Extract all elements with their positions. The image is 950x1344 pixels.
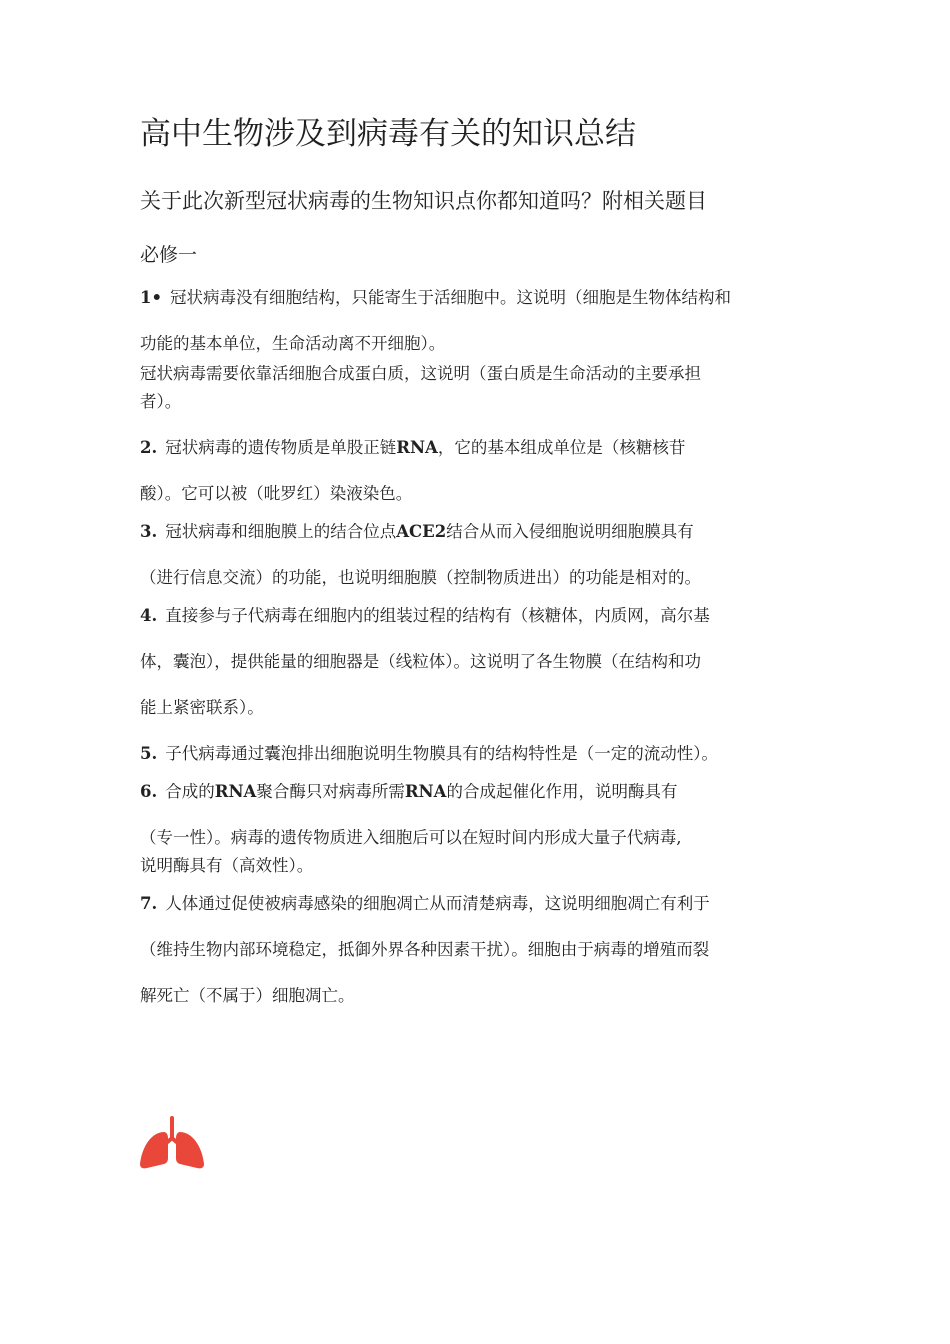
item-text: 冠状病毒和细胞膜上的结合位点 [165,522,397,541]
list-item-2 [140,436,820,506]
section-heading: 必修一 [140,244,198,266]
item-7-line-1 [140,892,820,916]
item-number: 5. [140,744,158,763]
item-2-line-2: 酸）。它可以被（吡罗红）染液染色。 [140,484,413,503]
item-text: ，它的基本组成单位是（核糖核苷 [437,438,686,457]
list-item-4 [140,604,820,720]
item-text: 直接参与子代病毒在细胞内的组装过程的结构有（核糖体，内质网，高尔基 [165,606,710,625]
item-3-line-2: （进行信息交流）的功能，也说明细胞膜（控制物质进出）的功能是相对的。 [140,568,701,587]
item-text: 的合成起催化作用，说明酶具有 [446,782,678,801]
item-6-line-2: （专一性）。病毒的遗传物质进入细胞后可以在短时间内形成大量子代病毒, [140,828,682,847]
page-subtitle: 关于此次新型冠状病毒的生物知识点你都知道吗？附相关题目 [140,189,707,213]
item-4-line-2: 体，囊泡），提供能量的细胞器是（线粒体）。这说明了各生物膜（在结构和功 [140,652,701,671]
list-item-7 [140,892,820,1008]
item-text: 聚合酶只对病毒所需 [256,782,405,801]
item-term: RNA [404,782,447,801]
item-7-line-3: 解死亡（不属于）细胞凋亡。 [140,986,355,1005]
lungs-icon [138,1116,206,1170]
page-title: 高中生物涉及到病毒有关的知识总结 [140,116,636,152]
item-1-line-1 [140,286,820,310]
item-number: 4. [140,606,158,625]
item-4-line-1 [140,604,820,628]
item-1-line-4: 者）。 [140,392,182,411]
item-text: 冠状病毒的遗传物质是单股正链 [165,438,397,457]
document-page [140,108,820,1008]
item-number: 6. [140,782,158,801]
list-item-3 [140,520,820,590]
list-item-6 [140,780,820,878]
item-3-line-1 [140,520,820,544]
item-6-line-1 [140,780,820,804]
item-text: 结合从而入侵细胞说明细胞膜具有 [446,522,694,541]
item-5-line-1 [140,742,820,766]
item-term: RNA [214,782,257,801]
item-number: 2. [140,438,158,457]
item-4-line-3: 能上紧密联系）。 [140,698,264,717]
list-item-5 [140,742,820,766]
lungs-icon-svg [138,1116,206,1170]
item-text: 冠状病毒没有细胞结构，只能寄生于活细胞中。这说明（细胞是生物体结构和 [170,288,732,307]
item-6-line-3: 说明酶具有（高效性）。 [140,856,314,875]
item-text: 人体通过促使被病毒感染的细胞凋亡从而清楚病毒，这说明细胞凋亡有利于 [165,894,710,913]
item-7-line-2: （维持生物内部环境稳定，抵御外界各种因素干扰）。细胞由于病毒的增殖而裂 [140,940,710,959]
item-term: RNA [396,438,438,457]
item-1-line-2: 功能的基本单位，生命活动离不开细胞）。 [140,334,446,353]
item-text: 合成的 [165,782,215,801]
item-number: 1• [140,288,163,307]
item-1-line-3: 冠状病毒需要依靠活细胞合成蛋白质，这说明（蛋白质是生命活动的主要承担 [140,364,701,383]
item-number: 7. [140,894,158,913]
item-term: ACE2 [396,522,447,541]
list-item-1 [140,286,820,414]
item-text: 子代病毒通过囊泡排出细胞说明生物膜具有的结构特性是（一定的流动性）。 [165,744,718,763]
item-2-line-1 [140,436,820,460]
item-number: 3. [140,522,158,541]
